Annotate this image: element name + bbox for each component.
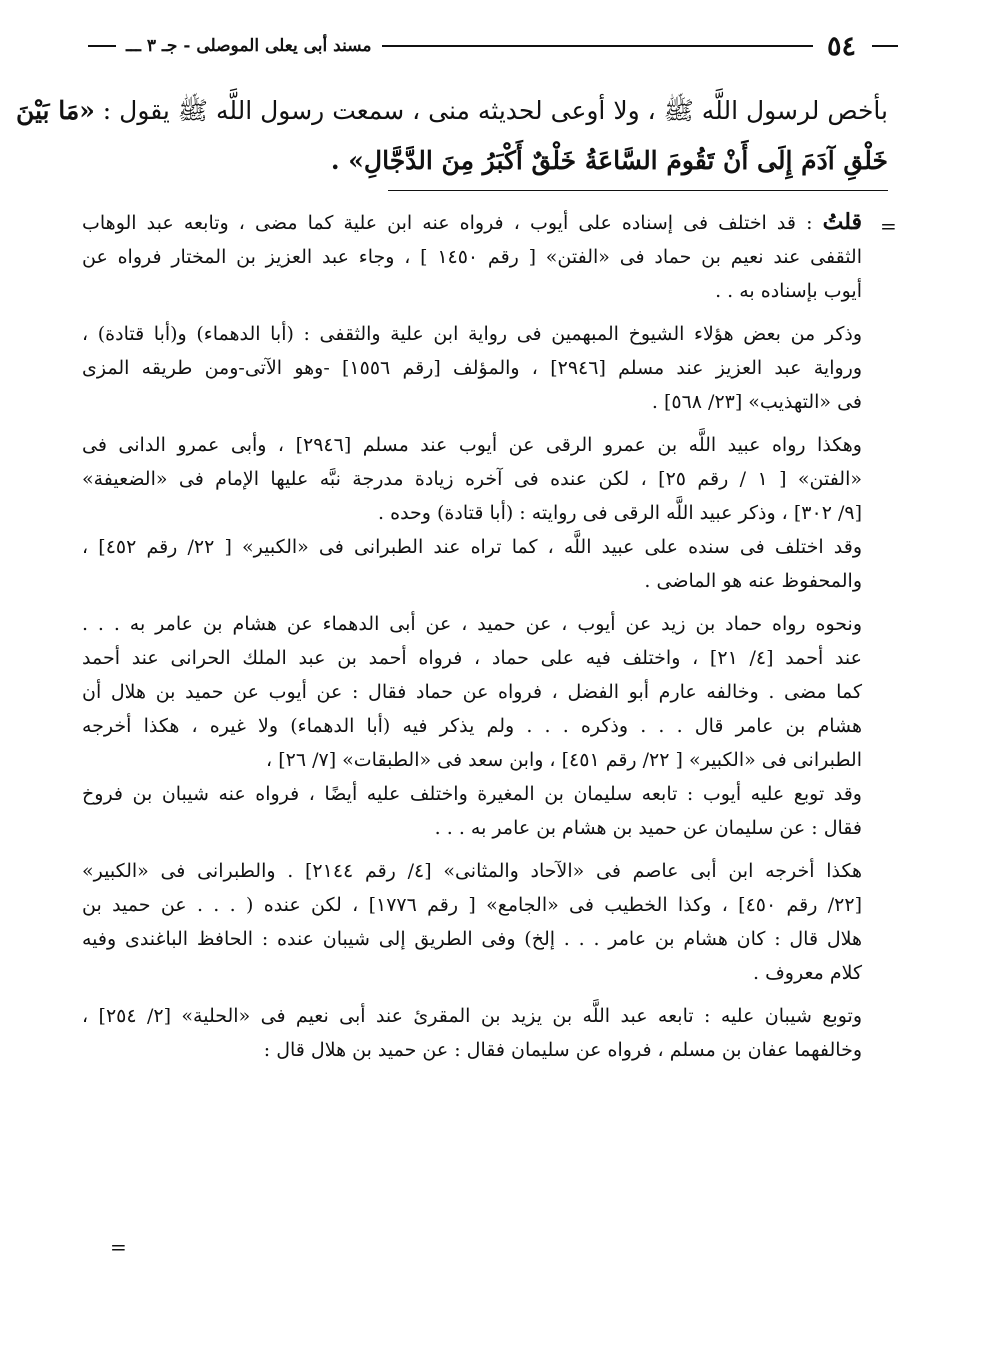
paragraph-gap [82,598,862,607]
note-line: هكذا أخرجه ابن أبى عاصم فى «الآحاد والمثانى» [٤/ رقم ٢١٤٤] . والطبرانى فى «الكبير» [82,860,862,882]
running-header [88,28,898,64]
note-line: هشام بن عامر قال . . . وذكره . . . ولم يذكر فيه (أبا الدهماء) ولا غيره ، هكذا أخرجه [82,715,862,737]
note-line: الطبرانى فى «الكبير» [ ٢٢/ رقم ٤٥١] ، وابن سعد فى «الطبقات» [٧/ ٢٦] ، [266,749,862,771]
note-line: كما مضى . وخالفه عارم أبو الفضل ، فرواه عن حماد فقال : عن أيوب عن حميد بن هلال أن [82,681,862,703]
note-line: وتوبع شيبان عليه : تابعه عبد اللَّه بن يزيد بن المقرئ عند أبى نعيم فى «الحلية» [٢/ ٢٥٤] ، [82,1005,862,1027]
note-line [82,205,862,240]
page-number: ٥٤ [826,30,856,62]
continuation-mark-start: = [880,214,897,238]
qult-label: قلتُ [822,209,862,235]
note-line: ونحوه رواه حماد بن زيد عن أيوب ، عن حميد ، عن أبى الدهماء عن هشام بن عامر به . . . [82,613,862,635]
main-line-1 [15,86,888,136]
header-dash [872,45,898,47]
note-line: وهكذا رواه عبيد اللَّه بن عمرو الرقى عن أيوب عند مسلم [٢٩٤٦] ، وأبى عمرو الدانى فى [82,434,862,456]
paragraph-gap [82,419,862,428]
note-line: هلال قال : كان هشام بن عامر . . . إلخ) وفى الطريق إلى شيبان عنده : الحافظ الباغندى وفيه [82,928,862,950]
note-line-text: : قد اختلف فى إسناده على أيوب ، فرواه عنه ابن علية كما مضى ، وتابعه عبد الوهاب [82,212,823,234]
main-line-1-plain: بأخص لرسول اللَّه ﷺ ، ولا أوعى لحديثه منى ، سمعت رسول اللَّه ﷺ يقول : [94,96,888,125]
running-title: مسند أبى يعلى الموصلى - جـ ٣ ـــ [126,36,372,56]
note-line: عند أحمد [٤/ ٢١] ، واختلف فيه على حماد ، فرواه أحمد بن عبد الملك الحرانى عند أحمد [82,647,862,669]
hadith-text-start: «مَا بَيْنَ [15,96,95,125]
note-line: فقال : عن سليمان عن حميد بن هشام بن عامر به . . . [434,817,862,839]
continuation-mark-end: = [110,1235,127,1259]
note-line: [٩/ ٣٠٢] ، وذكر عبيد اللَّه الرقى فى روايته : (أبا قتادة) وحده . [378,502,862,524]
header-rule-tail [88,45,116,47]
note-line: وذكر من بعض هؤلاء الشيوخ المبهمين فى رواية ابن علية والثقفى : (أبا الدهماء) و(أبا قتادة) ، [82,323,862,345]
note-line: كلام معروف . [753,962,862,984]
main-text [15,86,888,186]
paragraph-gap [82,845,862,854]
paragraph-gap [82,990,862,999]
note-line: وقد توبع عليه أيوب : تابعه سليمان بن المغيرة واختلف عليه أيضًا ، فرواه عنه شيبان بن فروخ [82,783,862,805]
note-line: وخالفهما عفان بن مسلم ، فرواه عن سليمان فقال : عن حميد بن هلال قال : [263,1039,862,1061]
footnote-divider [388,190,888,191]
note-line: «الفتن» [ ١ / رقم ٢٥] ، لكن عنده فى آخره زيادة مدرجة نبَّه عليها الإمام فى «الضعيفة» [82,468,862,490]
note-line: فى «التهذيب» [٢٣/ ٥٦٨] . [651,391,862,413]
note-line: والمحفوظ عنه هو الماضى . [644,570,862,592]
note-line: أيوب بإسناده به . . [715,280,862,302]
paragraph-gap [82,308,862,317]
note-line: [٢٢/ رقم ٤٥٠] ، وكذا الخطيب فى «الجامع» [ رقم ١٧٧٦] ، لكن عنده ( . . . عن حميد بن [82,894,862,916]
header-rule [382,45,813,47]
note-line: الثقفى عند نعيم بن حماد فى «الفتن» [ رقم ١٤٥٠ ] ، وجاء عبد العزيز بن المختار فرواه عن [82,246,863,268]
note-line: وقد اختلف فى سنده على عبيد اللَّه ، كما تراه عند الطبرانى فى «الكبير» [ ٢٢/ رقم ٤٥٢] ، [82,536,862,558]
hadith-text-end: خَلْقِ آدَمَ إِلَى أَنْ تَقُومَ السَّاعَةُ خَلْقٌ أَكْبَرُ مِنَ الدَّجَّالِ» . [330,146,888,175]
commentary-notes [82,205,862,1067]
note-line: ورواية عبد العزيز عند مسلم [٢٩٤٦] ، والمؤلف [رقم ١٥٥٦] -وهو الآتى-ومن طريقه المزى [82,357,863,379]
